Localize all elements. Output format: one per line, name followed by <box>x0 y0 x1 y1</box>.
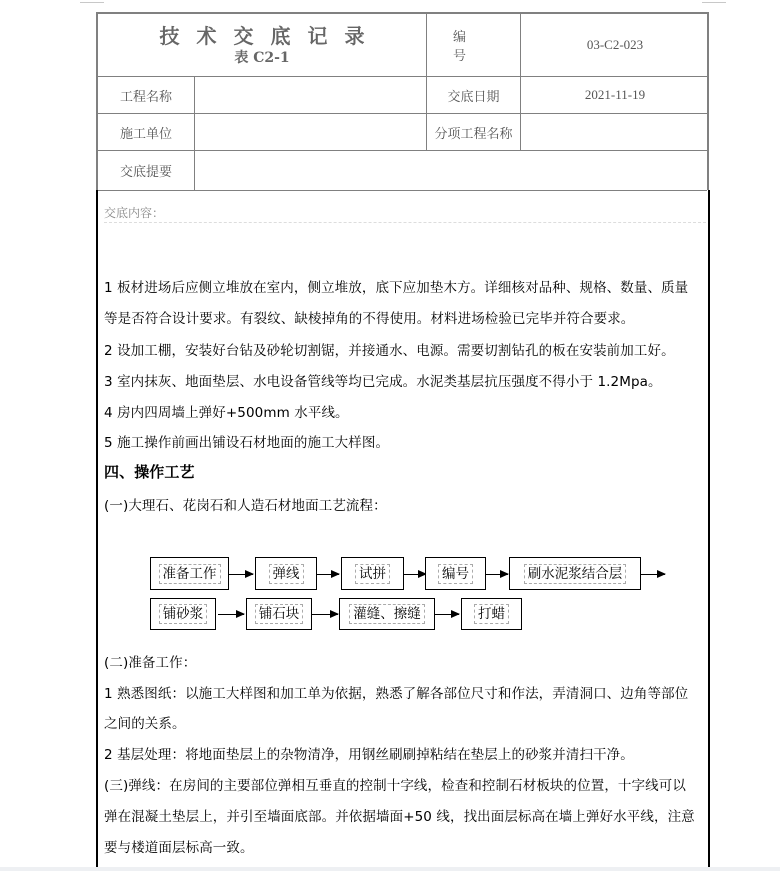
flow-step-label: 铺砂浆 <box>159 604 208 624</box>
contractor-field[interactable] <box>195 114 426 150</box>
subproject-field[interactable] <box>521 114 709 150</box>
flow-step <box>341 557 404 590</box>
flow-step <box>246 598 312 630</box>
project-name-label: 工程名称 <box>119 89 172 105</box>
flow-step-label: 准备工作 <box>159 564 221 584</box>
subsection-title: (一)大理石、花岗石和人造石材地面工艺流程： <box>104 498 387 514</box>
flow-step <box>255 557 317 590</box>
paragraph: 之间的关系。 <box>104 716 186 732</box>
flow-arrow-icon <box>404 574 426 575</box>
paragraph: 1 熟悉图纸：以施工大样图和加工单为依据，熟悉了解各部位尺寸和作法，弄清洞口、边角等部位 <box>104 686 689 702</box>
flow-step <box>461 598 522 630</box>
subproject-label-cell <box>427 114 520 150</box>
flow-arrow-icon <box>641 574 665 575</box>
page-bottom-edge <box>0 867 780 871</box>
summary-label: 交底提要 <box>119 165 172 180</box>
serial-label-cell <box>427 14 520 76</box>
flow-arrow-icon <box>317 574 339 575</box>
serial-value: 03-C2-023 <box>586 37 644 52</box>
flow-step <box>425 557 486 590</box>
content-label: 交底内容： <box>104 206 165 220</box>
flow-step-label: 打蜡 <box>474 604 509 624</box>
paragraph: (三)弹线：在房间的主要部位弹相互垂直的控制十字线，检查和控制石材板块的位置，十字线可以 <box>104 778 686 794</box>
flow-step-label: 灌缝、擦缝 <box>349 604 425 624</box>
header-table <box>96 12 709 190</box>
page-corner-mark-left <box>80 2 104 3</box>
flow-arrow-icon <box>435 614 459 615</box>
form-code: 表 C2-1 <box>234 49 290 66</box>
date-label-cell <box>427 77 520 113</box>
flow-step-label: 弹线 <box>269 564 304 584</box>
serial-label: 编号 <box>453 30 493 64</box>
date-value: 2021-11-19 <box>584 87 646 102</box>
paragraph: 3 室内抹灰、地面垫层、水电设备管线等均已完成。水泥类基层抗压强度不得小于 1.2Mpa。 <box>104 374 662 390</box>
date-label: 交底日期 <box>447 89 500 105</box>
contractor-label: 施工单位 <box>119 126 172 142</box>
flow-step <box>150 598 216 630</box>
paragraph: 弹在混凝土垫层上，并引至墙面底部。并依据墙面+50 线，找出面层标高在墙上弹好水平线，注意 <box>104 809 695 825</box>
summary-field[interactable] <box>195 151 709 190</box>
project-name-label-cell <box>98 77 194 113</box>
subproject-label: 分项工程名称 <box>434 126 513 142</box>
flow-step-label: 刷水泥浆结合层 <box>524 564 627 584</box>
flow-step <box>339 598 435 630</box>
paragraph: 5 施工操作前画出铺设石材地面的施工大样图。 <box>104 435 390 451</box>
flow-step <box>509 557 641 590</box>
paragraph: 要与楼道面层标高一致。 <box>104 840 254 856</box>
page-corner-mark-right <box>702 2 726 3</box>
paragraph: 4 房内四周墙上弹好+500mm 水平线。 <box>104 405 349 421</box>
date-field[interactable] <box>521 77 709 113</box>
content-separator <box>104 222 706 223</box>
form-title: 技术交底记录 <box>159 23 382 48</box>
paragraph: 2 设加工棚，安装好台钻及砂轮切割锯，并接通水、电源。需要切割钻孔的板在安装前加工好。 <box>104 343 675 359</box>
form-title-cell <box>98 14 426 76</box>
serial-value-cell[interactable] <box>521 14 709 76</box>
contractor-label-cell <box>98 114 194 150</box>
flow-arrow-icon <box>312 614 338 615</box>
flow-step <box>150 557 229 590</box>
paragraph: 2 基层处理：将地面垫层上的杂物清净，用钢丝刷刷掉粘结在垫层上的砂浆并清扫干净。 <box>104 747 634 763</box>
flow-step-label: 编号 <box>438 564 473 584</box>
flow-arrow-icon <box>486 574 508 575</box>
flow-arrow-icon <box>229 574 253 575</box>
subsection-title: (二)准备工作： <box>104 655 197 671</box>
content-area <box>96 190 710 868</box>
flow-step-label: 试拼 <box>355 564 390 584</box>
flow-step-label: 铺石块 <box>255 604 304 624</box>
paragraph: 等是否符合设计要求。有裂纹、缺棱掉角的不得使用。材料进场检验已完毕并符合要求。 <box>104 311 635 327</box>
project-name-field[interactable] <box>195 77 426 113</box>
summary-label-cell <box>98 151 194 190</box>
flow-arrow-icon <box>218 614 244 615</box>
paragraph: 1 板材进场后应侧立堆放在室内，侧立堆放，底下应加垫木方。详细核对品种、规格、数量、质量 <box>104 280 689 296</box>
section-title: 四、操作工艺 <box>104 463 195 481</box>
